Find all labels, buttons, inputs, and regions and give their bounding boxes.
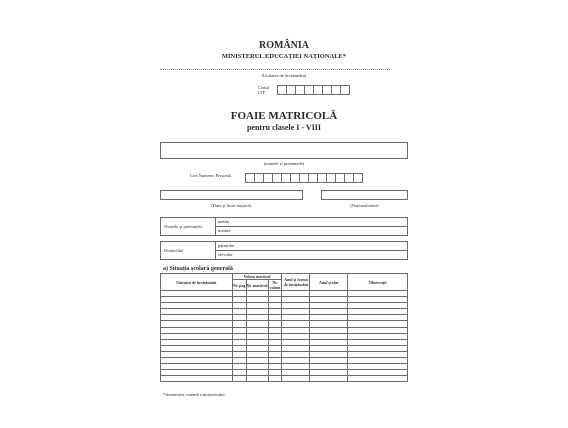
table-cell[interactable] bbox=[282, 376, 310, 382]
nationality-caption: (Naționalitatea) bbox=[350, 203, 379, 208]
table-row bbox=[161, 376, 408, 382]
col-year-form: Anul și forma de învățământ bbox=[282, 274, 310, 291]
school-caption: (Unitatea de învățământ) bbox=[261, 73, 307, 78]
col-notes: Observații bbox=[348, 274, 408, 291]
school-line bbox=[160, 69, 390, 70]
cif-label: Codul CIF bbox=[258, 85, 270, 95]
father-label: tatălui bbox=[218, 219, 230, 224]
domicile-label: Domiciliul bbox=[164, 248, 184, 253]
parents-label: Numele și prenumele bbox=[164, 224, 203, 229]
table-cell[interactable] bbox=[268, 376, 282, 382]
table-cell[interactable] bbox=[232, 376, 246, 382]
parents-box[interactable] bbox=[160, 217, 408, 236]
cnp-boxes[interactable] bbox=[246, 170, 363, 188]
student-name-caption: (numele și prenumele) bbox=[263, 161, 305, 166]
table-cell[interactable] bbox=[348, 376, 408, 382]
cif-boxes[interactable] bbox=[278, 82, 350, 100]
col-school-year: Anul școlar bbox=[310, 274, 348, 291]
domicile-student-label: elevului bbox=[218, 252, 233, 257]
document-page bbox=[140, 20, 428, 420]
col-register-no: Nr. matricol bbox=[246, 280, 268, 291]
nationality-box[interactable] bbox=[321, 190, 408, 200]
footnote: *denumirea curentă a ministerului bbox=[163, 392, 225, 397]
document-title: FOAIE MATRICOLĂ bbox=[230, 110, 338, 122]
domicile-box[interactable] bbox=[160, 241, 408, 260]
birth-box[interactable] bbox=[160, 190, 303, 200]
section-a-title: a) Situația școlară generală bbox=[163, 266, 233, 272]
student-name-box[interactable] bbox=[160, 142, 408, 159]
country-title: ROMÂNIA bbox=[259, 40, 309, 51]
mother-label: mamei bbox=[218, 228, 231, 233]
document-subtitle: pentru clasele I - VIII bbox=[246, 123, 322, 132]
domicile-parents-label: părinților bbox=[218, 243, 235, 248]
col-volume: Volum matricol bbox=[232, 274, 282, 280]
ministry-title: MINISTERUL EDUCAȚIEI NAȚIONALE* bbox=[221, 53, 347, 60]
table-cell[interactable] bbox=[161, 376, 233, 382]
col-unit: Unitatea de învățământ bbox=[161, 274, 233, 291]
birth-caption: (Data și locul nașterii) bbox=[211, 203, 252, 208]
col-volume-no: Nr. volum bbox=[269, 280, 281, 290]
school-situation-table bbox=[160, 273, 408, 382]
cnp-label: Cod Numeric Personal bbox=[190, 173, 231, 178]
table-cell[interactable] bbox=[246, 376, 268, 382]
col-page-no: Nr. pag bbox=[232, 280, 246, 291]
table-cell[interactable] bbox=[310, 376, 348, 382]
